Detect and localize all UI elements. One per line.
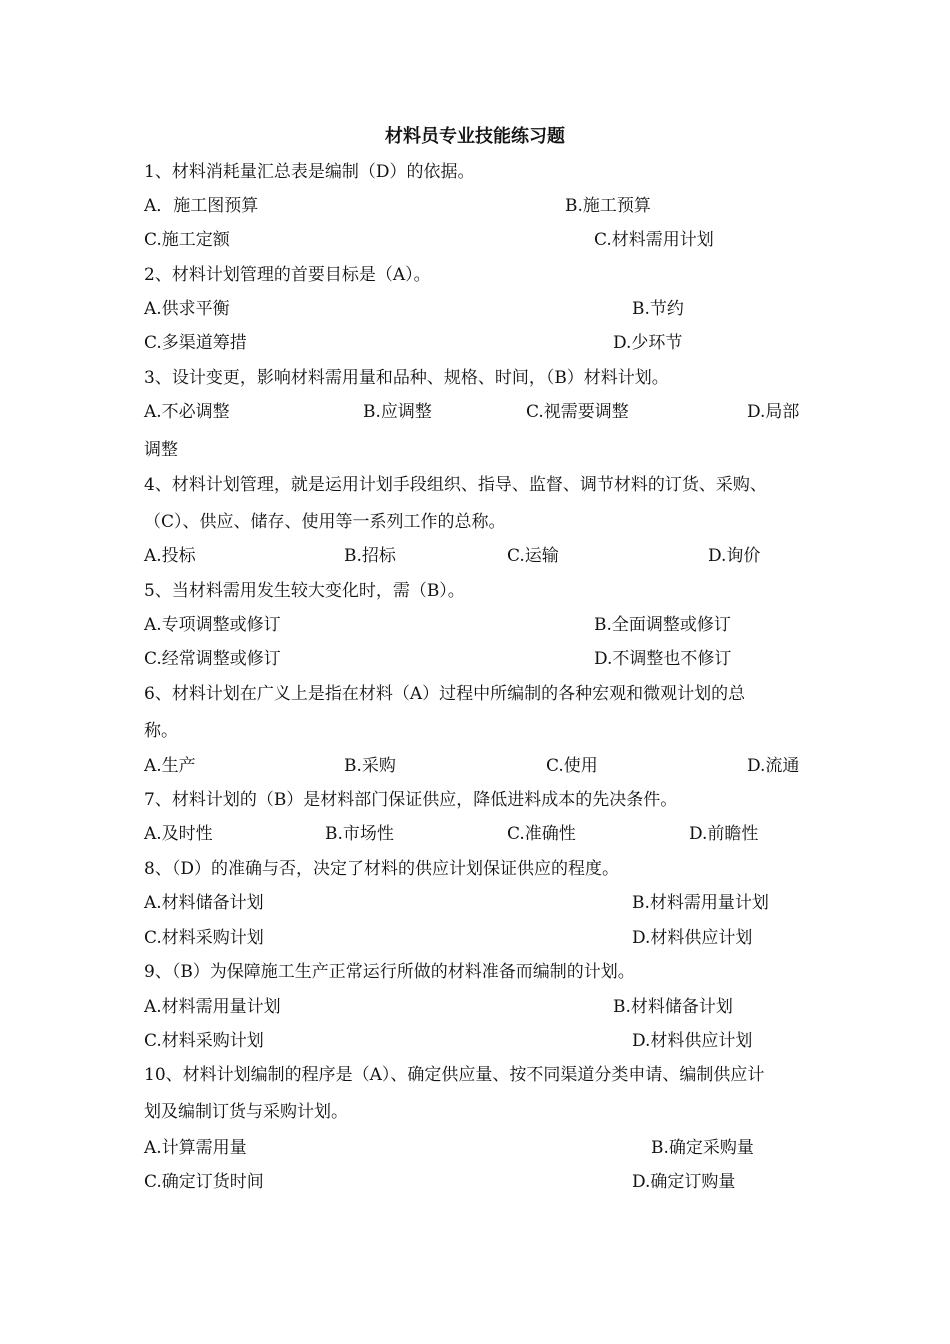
question-8-option-c: C.材料采购计划 xyxy=(144,928,264,948)
question-1-option-d: C.材料需用计划 xyxy=(594,230,714,250)
question-6-option-c: C.使用 xyxy=(546,756,598,776)
question-3-stem: 3、设计变更，影响材料需用量和品种、规格、时间，（B）材料计划。 xyxy=(144,368,669,388)
question-9-option-b: B.材料储备计划 xyxy=(613,997,733,1017)
question-10-stem-continuation: 划及编制订货与采购计划。 xyxy=(144,1102,348,1122)
question-2-option-c: C.多渠道筹措 xyxy=(144,333,247,353)
question-9-option-d: D.材料供应计划 xyxy=(632,1031,753,1051)
question-5-option-c: C.经常调整或修订 xyxy=(144,649,281,669)
question-6-stem-continuation: 称。 xyxy=(144,721,178,741)
question-6-option-d: D.流通 xyxy=(747,756,800,776)
question-4-option-c: C.运输 xyxy=(507,546,559,566)
question-1-option-c: C.施工定额 xyxy=(144,230,230,250)
question-10-option-a: A.计算需用量 xyxy=(144,1138,247,1158)
question-4-stem: 4、材料计划管理，就是运用计划手段组织、指导、监督、调节材料的订货、采购、 xyxy=(144,475,767,495)
question-3-option-a: A.不必调整 xyxy=(144,402,230,422)
question-10-stem: 10、材料计划编制的程序是（A）、确定供应量、按不同渠道分类申请、编制供应计 xyxy=(144,1065,765,1085)
question-2-stem: 2、材料计划管理的首要目标是（A）。 xyxy=(144,265,431,285)
question-4-option-d: D.询价 xyxy=(708,546,761,566)
question-9-option-c: C.材料采购计划 xyxy=(144,1031,264,1051)
question-5-option-d: D.不调整也不修订 xyxy=(594,649,732,669)
question-5-option-a: A.专项调整或修订 xyxy=(144,615,281,635)
document-title: 材料员专业技能练习题 xyxy=(385,126,565,147)
question-8-option-a: A.材料储备计划 xyxy=(144,893,264,913)
question-6-option-b: B.采购 xyxy=(344,756,396,776)
question-2-option-d: D.少环节 xyxy=(613,333,683,353)
question-3-option-b: B.应调整 xyxy=(363,402,432,422)
question-2-option-b: B.节约 xyxy=(632,299,684,319)
question-10-option-b: B.确定采购量 xyxy=(651,1138,754,1158)
question-8-stem: 8、（D）的准确与否，决定了材料的供应计划保证供应的程度。 xyxy=(144,859,619,879)
question-9-option-a: A.材料需用量计划 xyxy=(144,997,281,1017)
question-7-option-d: D.前瞻性 xyxy=(689,824,759,844)
question-3-option-d-continuation: 调整 xyxy=(144,440,178,460)
question-3-option-c: C.视需要调整 xyxy=(526,402,629,422)
question-5-stem: 5、当材料需用发生较大变化时，需（B）。 xyxy=(144,581,465,601)
question-2-option-a: A.供求平衡 xyxy=(144,299,230,319)
question-4-stem-continuation: （C）、供应、储存、使用等一系列工作的总称。 xyxy=(144,512,506,532)
question-7-option-b: B.市场性 xyxy=(325,824,394,844)
question-6-stem: 6、材料计划在广义上是指在材料（A）过程中所编制的各种宏观和微观计划的总 xyxy=(144,684,746,704)
question-7-option-a: A.及时性 xyxy=(144,824,213,844)
question-10-option-c: C.确定订货时间 xyxy=(144,1172,264,1192)
question-8-option-b: B.材料需用量计划 xyxy=(632,893,769,913)
question-3-option-d: D.局部 xyxy=(747,402,800,422)
question-1-option-a: A．施工图预算 xyxy=(144,196,259,216)
question-10-option-d: D.确定订购量 xyxy=(632,1172,736,1192)
question-9-stem: 9、（B）为保障施工生产正常运行所做的材料准备而编制的计划。 xyxy=(144,962,635,982)
question-5-option-b: B.全面调整或修订 xyxy=(594,615,731,635)
question-6-option-a: A.生产 xyxy=(144,756,196,776)
question-4-option-b: B.招标 xyxy=(344,546,396,566)
question-4-option-a: A.投标 xyxy=(144,546,196,566)
question-7-option-c: C.准确性 xyxy=(507,824,576,844)
question-1-stem: 1、材料消耗量汇总表是编制（D）的依据。 xyxy=(144,162,475,182)
question-8-option-d: D.材料供应计划 xyxy=(632,928,753,948)
question-1-option-b: B.施工预算 xyxy=(565,196,651,216)
question-7-stem: 7、材料计划的（B）是材料部门保证供应，降低进料成本的先决条件。 xyxy=(144,790,678,810)
